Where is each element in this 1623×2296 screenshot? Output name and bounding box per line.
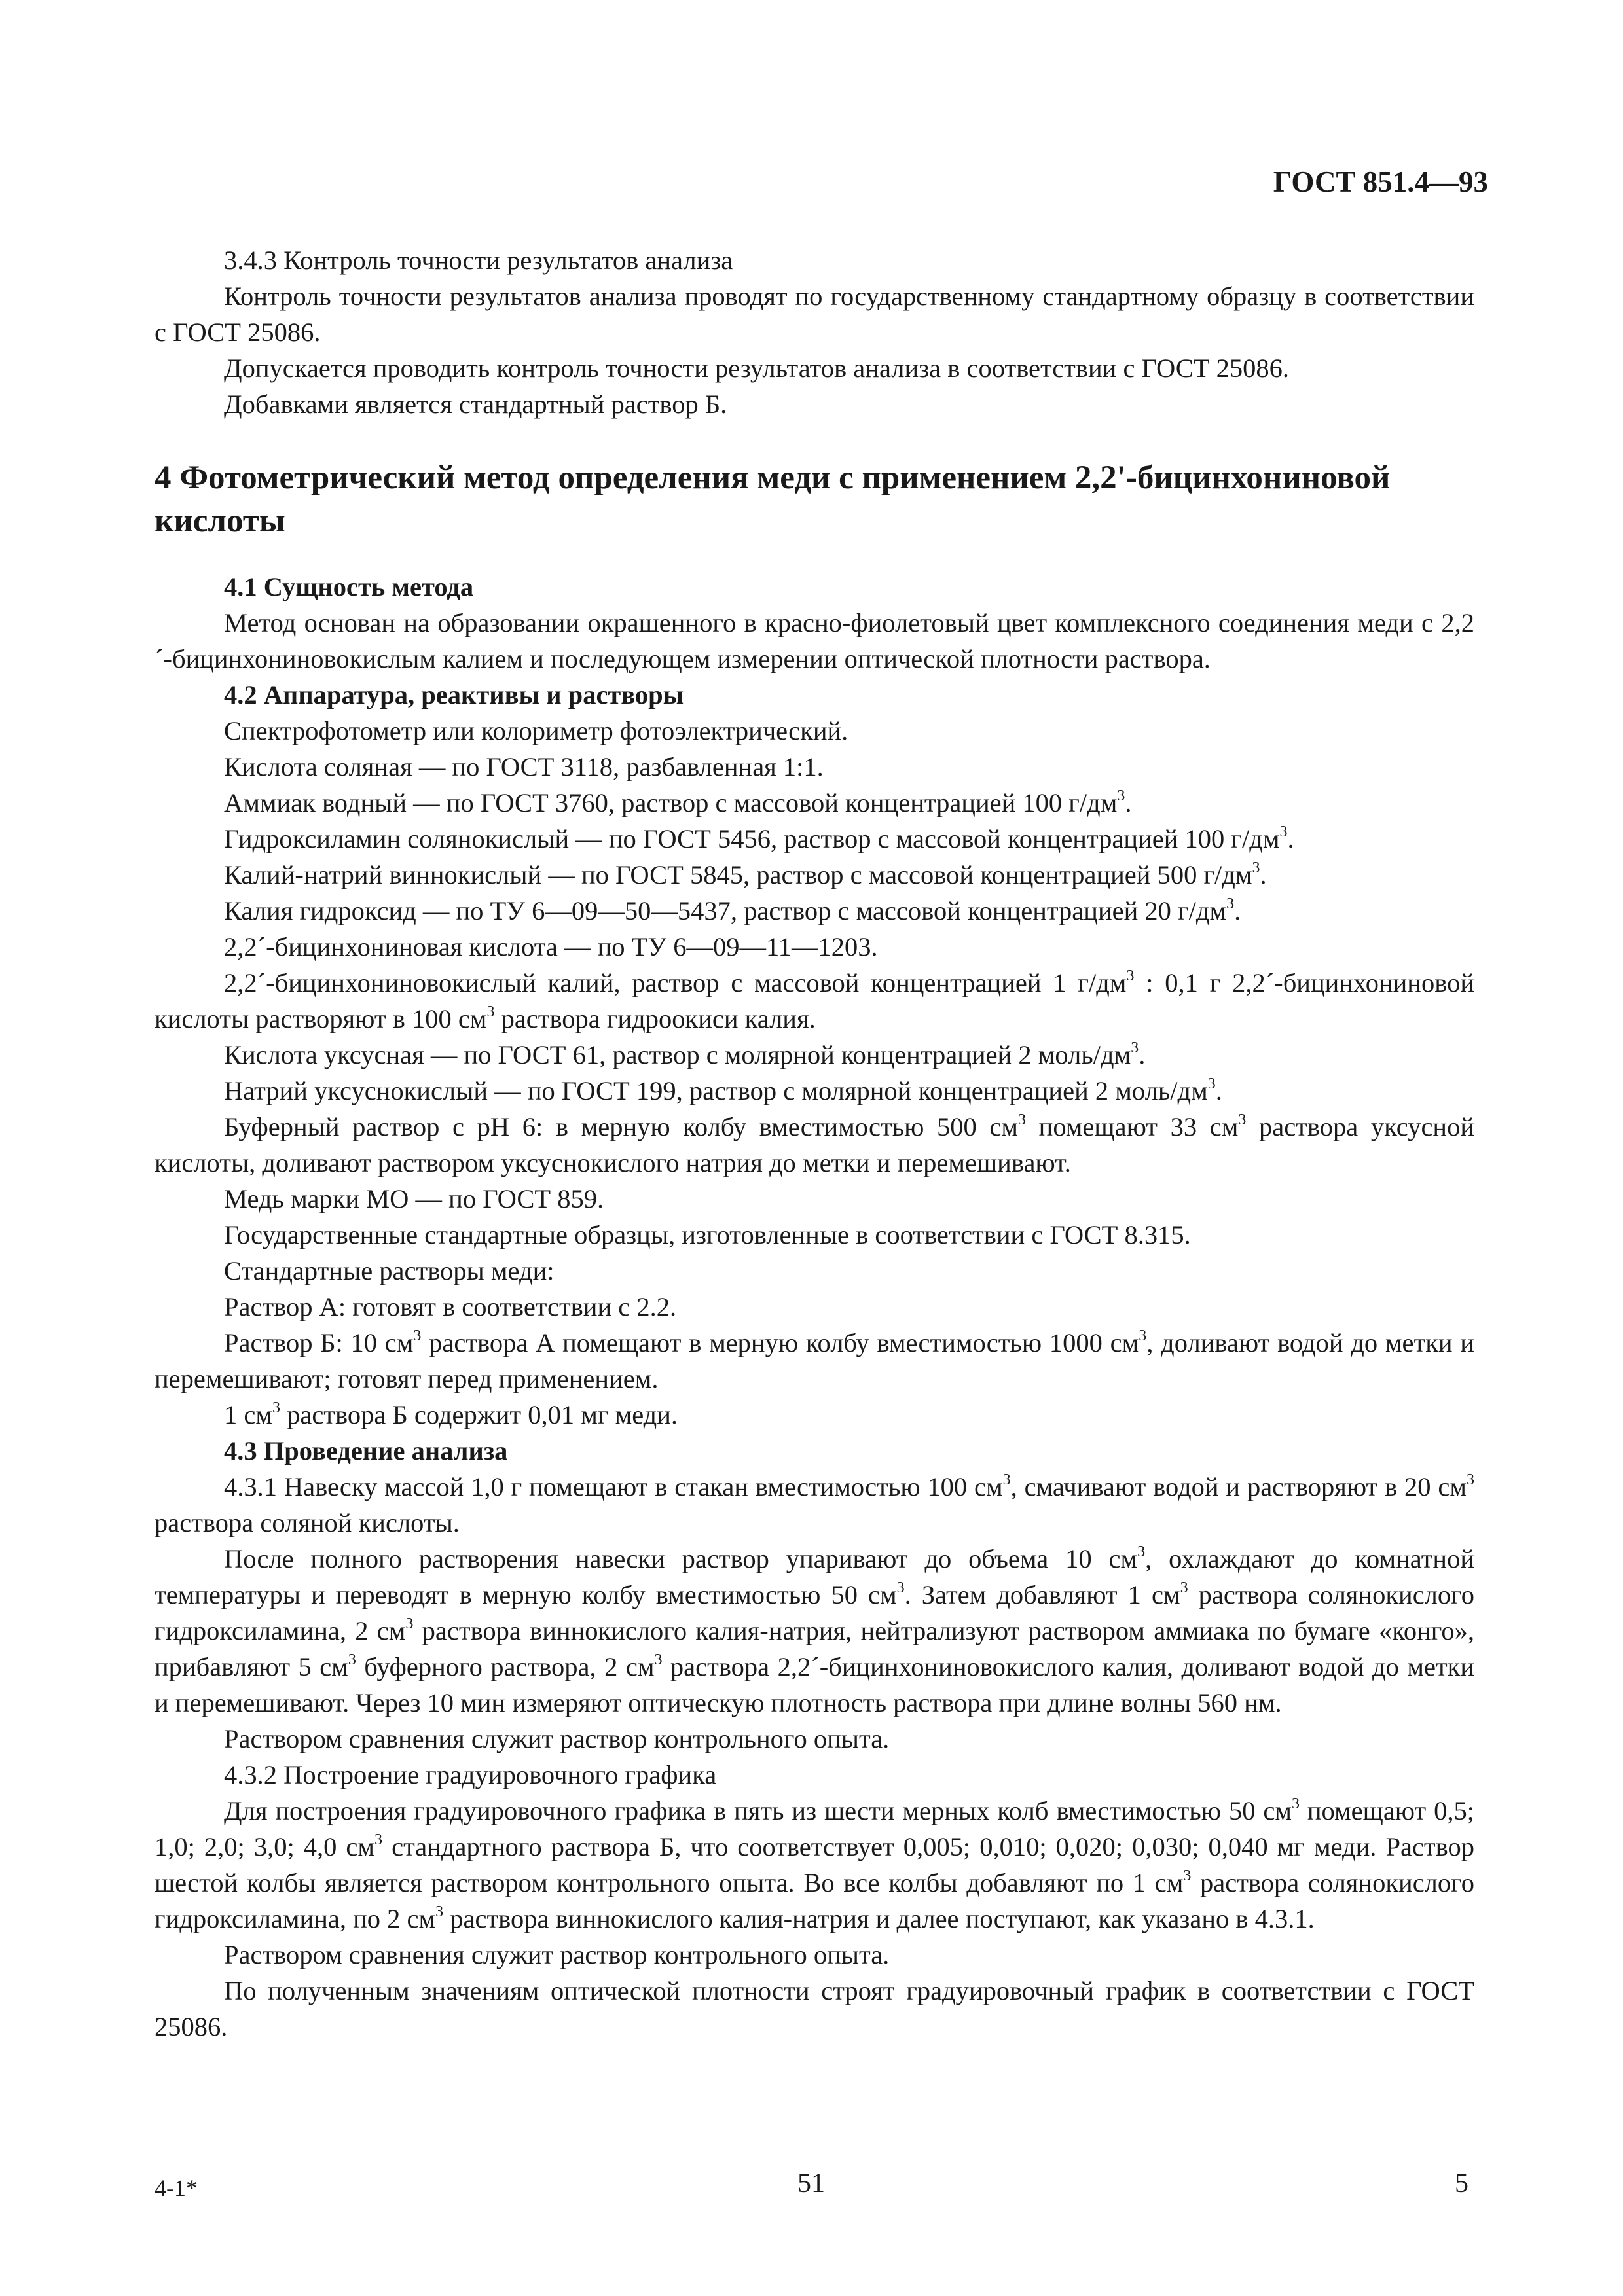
paragraph: 4.3.1 Навеску массой 1,0 г помещают в стакан вместимостью 100 $см^3$, смачивают водой и растворяют в 20 $см^3$ раствора соляной кислоты. (155, 1471, 1474, 1537)
paragraph: 2,2´-бицинхониновокислый калий, раствор с массовой концентрацией 1 $г/дм^3$ : 0,1 г 2,2´-бицинхониновой кислоты растворяют в 100 $см^3$ раствора гидроокиси калия. (155, 967, 1474, 1033)
paragraph: Раствор Б: 10 $см^3$ раствора А помещают в мерную колбу вместимостью 1000 $см^3$, доливают водой до метки и перемешивают; готовят перед применением. (155, 1327, 1474, 1393)
paragraph: Для построения градуировочного графика в пять из шести мерных колб вместимостью 50 $см^3$ помещают 0,5; 1,0; 2,0; 3,0; 4,0 $см^3$ стандартного раствора Б, что соответствует 0,005; 0,010; 0,020; 0,030; 0,040 мг меди. Раствор шестой колбы является раствором контрольного опыта. Во все колбы добавляют по 1 $см^3$ раствора солянокислого гидроксиламина, по 2 $см^3$ раствора виннокислого калия-натрия и далее поступают, как указано в 4.3.1. (155, 1795, 1474, 1933)
paragraph: Медь марки МО — по ГОСТ 859. (224, 1184, 604, 1213)
paragraph: Калия гидроксид — по ТУ 6—09—50—5437, раствор с массовой концентрацией 20 $г/дм^3$. (224, 895, 1241, 925)
paragraph: Стандартные растворы меди: (224, 1256, 555, 1285)
paragraph: После полного растворения навески раствор упаривают до объема 10 $см^3$, охлаждают до комнатной температуры и переводят в мерную колбу вместимостью 50 $см^3$. Затем добавляют 1 $см^3$ раствора солянокислого гидроксиламина, 2 $см^3$ раствора виннокислого калия-натрия, нейтрализуют раствором аммиака по бумаге «конго», прибавляют 5 $см^3$ буферного раствора, 2 $см^3$ раствора 2,2´-бицинхониновокислого калия, доливают водой до метки и перемешивают. Через 10 мин измеряют оптическую плотность раствора при длине волны 560 нм. (155, 1543, 1475, 1717)
paragraph: Гидроксиламин солянокислый — по ГОСТ 5456, раствор с массовой концентрацией 100 $г/дм^3$. (224, 823, 1294, 853)
paragraph: Допускается проводить контроль точности результатов анализа в соответствии с ГОСТ 25086. (224, 353, 1289, 383)
paragraph: Аммиак водный — по ГОСТ 3760, раствор с массовой концентрацией 100 $г/дм^3$. (224, 787, 1132, 817)
footer-sheet-mark: 4-1* (155, 2175, 198, 2201)
paragraph: По полученным значениям оптической плотности строят градуировочный график в соответствии с ГОСТ 25086. (155, 1976, 1474, 2041)
paragraph: 2,2´-бицинхониновая кислота — по ТУ 6—09—11—1203. (224, 932, 878, 961)
paragraph: Раствором сравнения служит раствор контрольного опыта. (224, 1724, 890, 1753)
paragraph: Государственные стандартные образцы, изготовленные в соответствии с ГОСТ 8.315. (224, 1220, 1191, 1249)
paragraph: Натрий уксуснокислый — по ГОСТ 199, раствор с молярной концентрацией 2 моль/$дм^3$. (224, 1075, 1222, 1105)
document-body (155, 242, 1474, 2045)
paragraph: Раствором сравнения служит раствор контрольного опыта. (224, 1940, 890, 1969)
paragraph: 3.4.3 Контроль точности результатов анализа (224, 245, 733, 275)
paragraph: Раствор А: готовят в соответствии с 2.2. (224, 1292, 677, 1321)
paragraph: Добавками является стандартный раствор Б. (224, 389, 727, 419)
paragraph: Кислота уксусная — по ГОСТ 61, раствор с молярной концентрацией 2 моль/$дм^3$. (224, 1039, 1146, 1069)
standard-code-header: ГОСТ 851.4—93 (1273, 166, 1488, 198)
paragraph: Калий-натрий виннокислый — по ГОСТ 5845, раствор с массовой концентрацией 500 $г/дм^3$. (224, 859, 1267, 889)
paragraph: 4.3.2 Построение градуировочного графика (224, 1760, 717, 1789)
paragraph: Буферный раствор с рН 6: в мерную колбу вместимостью 500 $см^3$ помещают 33 $см^3$ раствора уксусной кислоты, доливают раствором уксуснокислого натрия до метки и перемешивают. (155, 1111, 1475, 1177)
paragraph: Спектрофотометр или колориметр фотоэлектрический. (224, 716, 848, 745)
section-heading: 4 Фотометрический метод определения меди с применением 2,2'-бицинхониновой кислоты (155, 459, 1391, 539)
footer-sheet-number: 5 (1455, 2168, 1468, 2198)
subsection-heading: 4.2 Аппаратура, реактивы и растворы (224, 680, 684, 709)
subsection-heading: 4.1 Сущность метода (224, 572, 474, 601)
paragraph: Кислота соляная — по ГОСТ 3118, разбавленная 1:1. (224, 752, 824, 781)
footer-page-number: 51 (797, 2168, 825, 2198)
paragraph: 1 $см^3$ раствора Б содержит 0,01 мг меди. (224, 1399, 678, 1429)
subsection-heading: 4.3 Проведение анализа (224, 1436, 508, 1465)
paragraph: Контроль точности результатов анализа проводят по государственному стандартному образцу в соответствии с ГОСТ 25086. (155, 281, 1474, 347)
paragraph: Метод основан на образовании окрашенного в красно-фиолетовый цвет комплексного соединения меди с 2,2´-бицинхониновокислым калием и последующем измерении оптической плотности раствора. (155, 608, 1474, 673)
